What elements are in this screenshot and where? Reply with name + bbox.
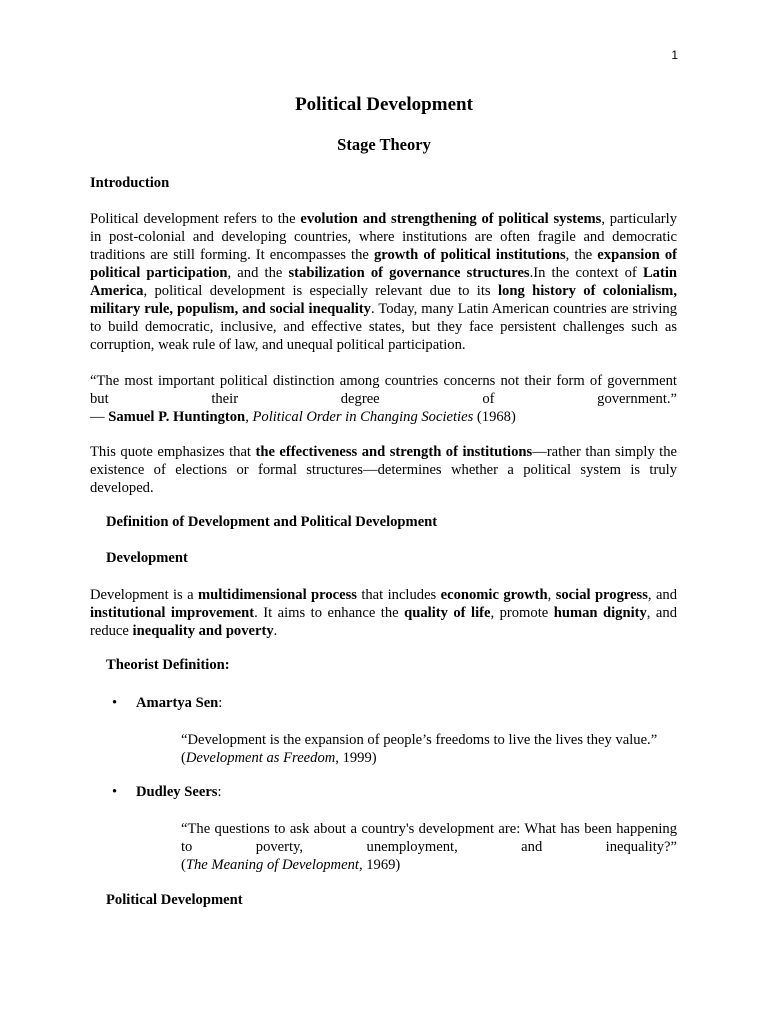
page-number: 1 [671, 48, 678, 62]
sen-quote: “Development is the expansion of people’s freedoms to live the lives they value.” (Development as Freedom, 1999) [181, 732, 658, 766]
quote-explanation-paragraph: This quote emphasizes that the effectiveness and strength of institutions—rather than simply the existence of elections or formal structures—determines whether a political system is truly developed. [90, 444, 677, 496]
theorist-amartya-sen: Amartya Sen: [136, 695, 223, 711]
development-heading: Development [106, 550, 188, 566]
development-paragraph: Development is a multidimensional process that includes economic growth, social progress, and institutional improvement. It aims to enhance the quality of life, promote human dignity, and reduce inequality and poverty. [90, 587, 678, 639]
document-title: Political Development [295, 94, 473, 115]
bullet-marker: • [112, 695, 118, 711]
theorist-dudley-seers: Dudley Seers: [136, 784, 222, 800]
huntington-quote: “The most important political distinction among countries concerns not their form of government but their degree of government.” — Samuel P. Huntington, Political Order in Changing Societies (1968) [90, 373, 677, 425]
bullet-marker: • [112, 784, 118, 800]
seers-quote: “The questions to ask about a country's development are: What has been happening to poverty, unemployment, and inequality?” (The Meaning of Development, 1969) [181, 821, 677, 873]
introduction-paragraph: Political development refers to the evolution and strengthening of political systems, particularly in post-colonial and developing countries, where institutions are often fragile and democratic traditions are still forming. It encompasses the growth of political institutions, the expansion of political participation, and the stabilization of governance structures.In the context of Latin America, political development is especially relevant due to its long history of colonialism, military rule, populism, and social inequality. Today, many Latin American countries are striving to build democratic, inclusive, and effective states, but they face persistent challenges such as corruption, weak rule of law, and unequal political participation. [90, 211, 678, 353]
quote-book: Political Order in Changing Societies [252, 409, 474, 425]
theorist-heading: Theorist Definition: [106, 657, 230, 673]
political-development-heading: Political Development [106, 892, 243, 908]
quote-author: Samuel P. Huntington [108, 409, 246, 425]
introduction-heading: Introduction [90, 175, 170, 191]
definition-heading: Definition of Development and Political Development [106, 514, 438, 530]
document-subtitle: Stage Theory [337, 135, 431, 154]
